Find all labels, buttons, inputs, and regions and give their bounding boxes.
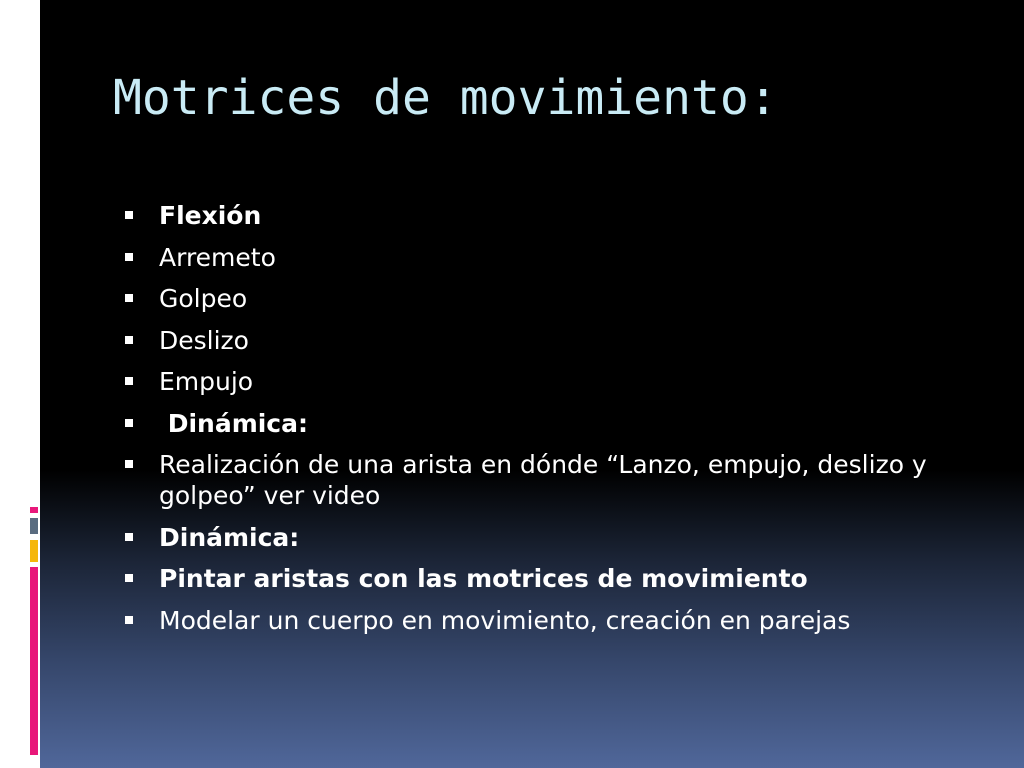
accent-bar-gray <box>30 518 38 534</box>
bullet-item <box>122 325 982 356</box>
bullet-item <box>122 408 982 439</box>
accent-bar-pink-long <box>30 567 38 755</box>
bullet-item <box>122 449 982 511</box>
bullet-list <box>122 200 982 646</box>
bullet-item <box>122 563 982 594</box>
bullet-text: Dinámica: <box>159 408 308 438</box>
square-bullet-icon <box>125 533 133 541</box>
bullet-text: Modelar un cuerpo en movimiento, creación en parejas <box>159 605 851 635</box>
square-bullet-icon <box>125 574 133 582</box>
slide-title: Motrices de movimiento: <box>113 70 778 126</box>
bullet-item <box>122 605 982 636</box>
square-bullet-icon <box>125 294 133 302</box>
accent-bar-yellow <box>30 540 38 562</box>
accent-bar-pink-top <box>30 507 38 513</box>
bullet-text: Dinámica: <box>159 522 300 552</box>
bullet-item <box>122 283 982 314</box>
square-bullet-icon <box>125 460 133 468</box>
bullet-item <box>122 522 982 553</box>
square-bullet-icon <box>125 377 133 385</box>
bullet-text: Realización de una arista en dónde “Lanzo, empujo, deslizo y golpeo” ver video <box>159 450 927 510</box>
bullet-text: Golpeo <box>159 284 248 313</box>
square-bullet-icon <box>125 419 133 427</box>
bullet-text: Empujo <box>159 367 254 396</box>
bullet-item <box>122 366 982 397</box>
square-bullet-icon <box>125 336 133 344</box>
bullet-text: Flexión <box>159 201 262 230</box>
bullet-item <box>122 242 982 273</box>
square-bullet-icon <box>125 211 133 219</box>
bullet-item <box>122 200 982 231</box>
square-bullet-icon <box>125 253 133 261</box>
square-bullet-icon <box>125 616 133 624</box>
bullet-text: Pintar aristas con las motrices de movimiento <box>159 564 808 593</box>
bullet-text: Arremeto <box>159 242 276 272</box>
bullet-text: Deslizo <box>159 325 249 355</box>
